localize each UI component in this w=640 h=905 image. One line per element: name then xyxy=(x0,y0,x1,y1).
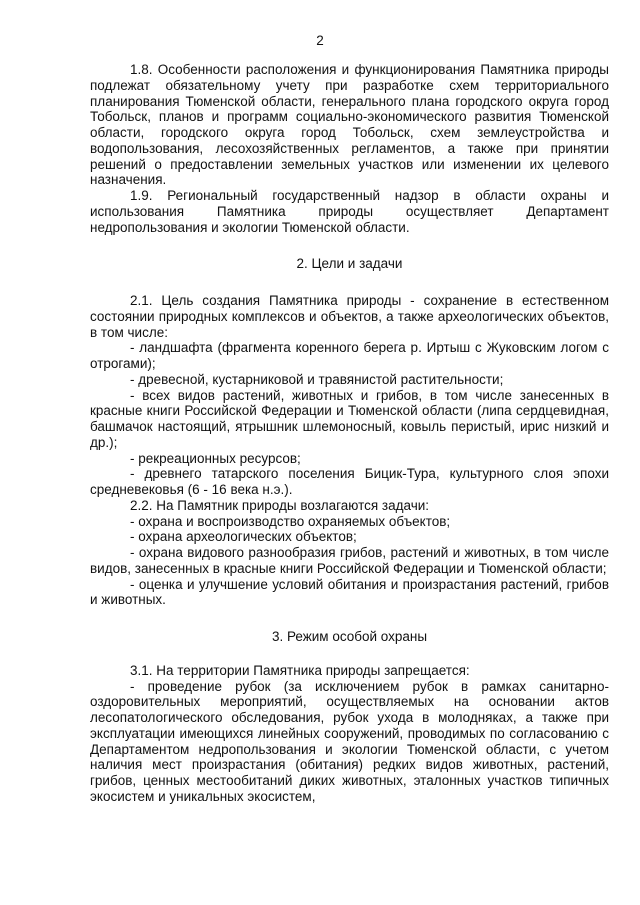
paragraph-2-1: 2.1. Цель создания Памятника природы - сохранение в естественном состоянии природных комплексов и объектов, а также археологических объектов, в том числе: xyxy=(90,293,609,340)
list-item-task: - охрана археологических объектов; xyxy=(130,529,357,545)
list-item-goal: - ландшафта (фрагмента коренного берега р. Иртыш с Жуковским логом с отрогами); xyxy=(90,340,609,371)
list-item-goal: - древесной, кустарниковой и травянистой растительности; xyxy=(130,371,504,387)
document-body xyxy=(90,62,609,805)
list-item-task: - оценка и улучшение условий обитания и произрастания растений, грибов и животных. xyxy=(90,576,609,608)
section-heading-2: 2. Цели и задачи xyxy=(296,256,403,272)
list-item-goal: - рекреационных ресурсов; xyxy=(130,450,301,466)
list-item-goal: - всех видов растений, животных и грибов, в том числе занесенных в красные книги Российской Федерации и Тюменской области (липа сердцевидная, башмачок настоящий, ятрышник шлемоносный, ковыль перистый, ирис низкий и др.); xyxy=(90,387,609,450)
list-item-task: - охрана и воспроизводство охраняемых объектов; xyxy=(130,513,451,529)
list-item-goal: - древнего татарского поселения Бицик-Тура, культурного слоя эпохи средневековья (6 - 16 века н.э.). xyxy=(90,466,609,497)
paragraph-3-1: 3.1. На территории Памятника природы запрещается: xyxy=(130,662,470,678)
paragraph-1-8: 1.8. Особенности расположения и функционирования Памятника природы подлежат обязательному учету при разработке схем территориального планирования Тюменской области, генерального плана городского округа город Тобольск, планов и программ социально-экономического развития Тюменской области, городского округа город Тобольск, схем землеустройства и водопользования, лесохозяйственных регламентов, а также при принятии решений о предоставлении земельных участков или изменении их целевого назначения. xyxy=(90,62,609,188)
page-number: 2 xyxy=(316,33,324,48)
list-item-prohibited: - проведение рубок (за исключением рубок в рамках санитарно-оздоровительных мероприятий, осуществляемых на основании актов лесопатологического обследования, рубок ухода в молодняках, а также при эксплуатации имеющихся линейных сооружений, проводимых по согласованию с Департаментом недропользования и экологии Тюменской области, с учетом наличия мест произрастания (обитания) редких видов животных, растений, грибов, ценных местообитаний диких животных, эталонных участков типичных экосистем и уникальных экосистем, xyxy=(90,678,609,804)
list-item-task: - охрана видового разнообразия грибов, растений и животных, в том числе видов, занесенных в красные книги Российской Федерации и Тюменской области; xyxy=(90,545,609,576)
section-heading-3: 3. Режим особой охраны xyxy=(271,629,428,644)
paragraph-2-2: 2.2. На Памятник природы возлагаются задачи: xyxy=(130,497,430,513)
paragraph-1-9: 1.9. Региональный государственный надзор в области охраны и использования Памятника природы осуществляет Департамент недропользования и экологии Тюменской области. xyxy=(90,188,609,235)
